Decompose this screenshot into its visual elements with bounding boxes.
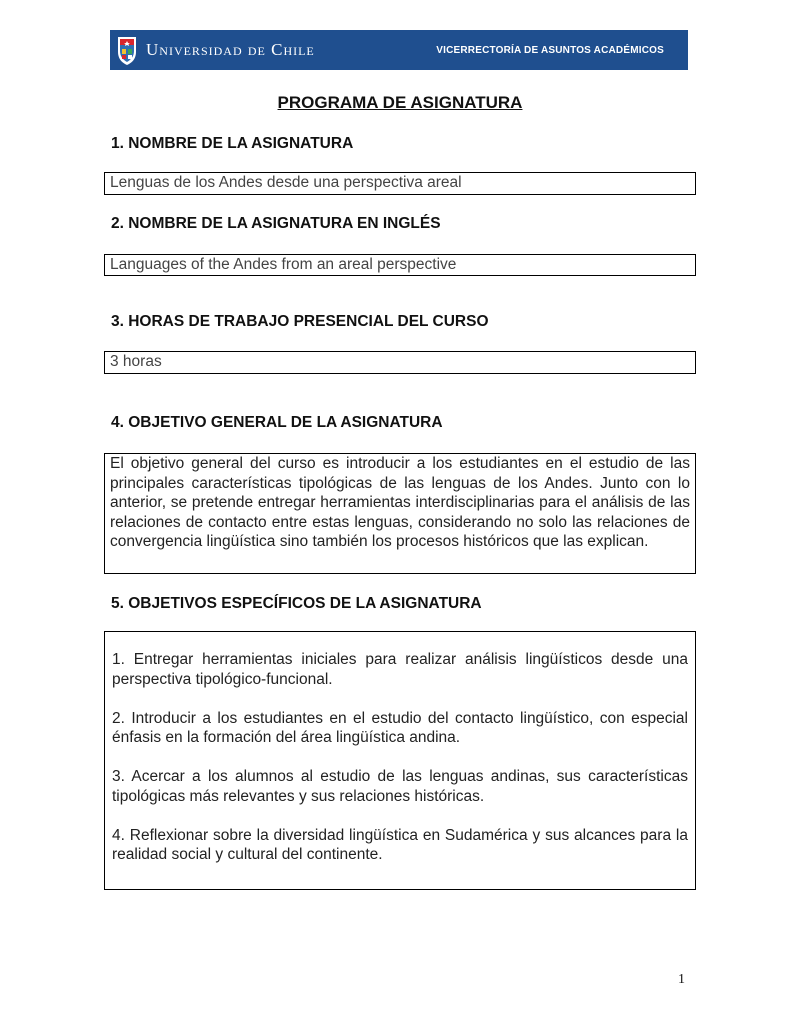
university-name: Universidad de Chile <box>146 40 315 59</box>
header-banner <box>110 30 688 70</box>
hours-value: 3 horas <box>110 353 162 370</box>
section-3-heading: 3. HORAS DE TRABAJO PRESENCIAL DEL CURSO <box>111 313 489 330</box>
objective-item-1: 1. Entregar herramientas iniciales para realizar análisis lingüísticos desde una perspectiva tipológico-funcional. <box>112 651 688 688</box>
section-4-heading: 4. OBJETIVO GENERAL DE LA ASIGNATURA <box>111 414 443 431</box>
objective-item-4: 4. Reflexionar sobre la diversidad lingüística en Sudamérica y sus alcances para la realidad social y cultural del continente. <box>112 826 688 863</box>
objective-item-2: 2. Introducir a los estudiantes en el estudio del contacto lingüístico, con especial énfasis en la formación del área lingüística andina. <box>112 709 688 746</box>
section-2-heading: 2. NOMBRE DE LA ASIGNATURA EN INGLÉS <box>111 215 441 232</box>
hours-box <box>104 351 696 374</box>
course-name-en-value: Languages of the Andes from an areal perspective <box>110 256 457 273</box>
general-objective-text: El objetivo general del curso es introducir a los estudiantes en el estudio de las principales características tipológicas de las lenguas de los Andes. Junto con lo anterior, se pretende entregar herramientas interdisciplinarias para el análisis de las relaciones de contacto entre estas lenguas, considerando no solo las relaciones de convergencia lingüística sino también los procesos históricos que las explican. <box>110 455 690 550</box>
section-1-heading: 1. NOMBRE DE LA ASIGNATURA <box>111 135 354 152</box>
section-5-heading: 5. OBJETIVOS ESPECÍFICOS DE LA ASIGNATURA <box>111 595 482 612</box>
specific-objectives-box <box>104 631 696 890</box>
course-name-en-box <box>104 254 696 276</box>
course-name-value: Lenguas de los Andes desde una perspectiva areal <box>110 174 462 191</box>
university-logo <box>110 34 315 66</box>
document-title: PROGRAMA DE ASIGNATURA <box>277 93 523 112</box>
specific-objectives-list <box>105 632 695 865</box>
objective-item-3: 3. Acercar a los alumnos al estudio de las lenguas andinas, sus características tipológicas más relevantes y sus relaciones históricas. <box>112 768 688 805</box>
course-name-box <box>104 172 696 195</box>
crest-icon <box>116 34 138 66</box>
office-name: VICERRECTORÍA DE ASUNTOS ACADÉMICOS <box>436 44 664 56</box>
general-objective-box <box>104 453 696 574</box>
page-number: 1 <box>678 972 685 987</box>
